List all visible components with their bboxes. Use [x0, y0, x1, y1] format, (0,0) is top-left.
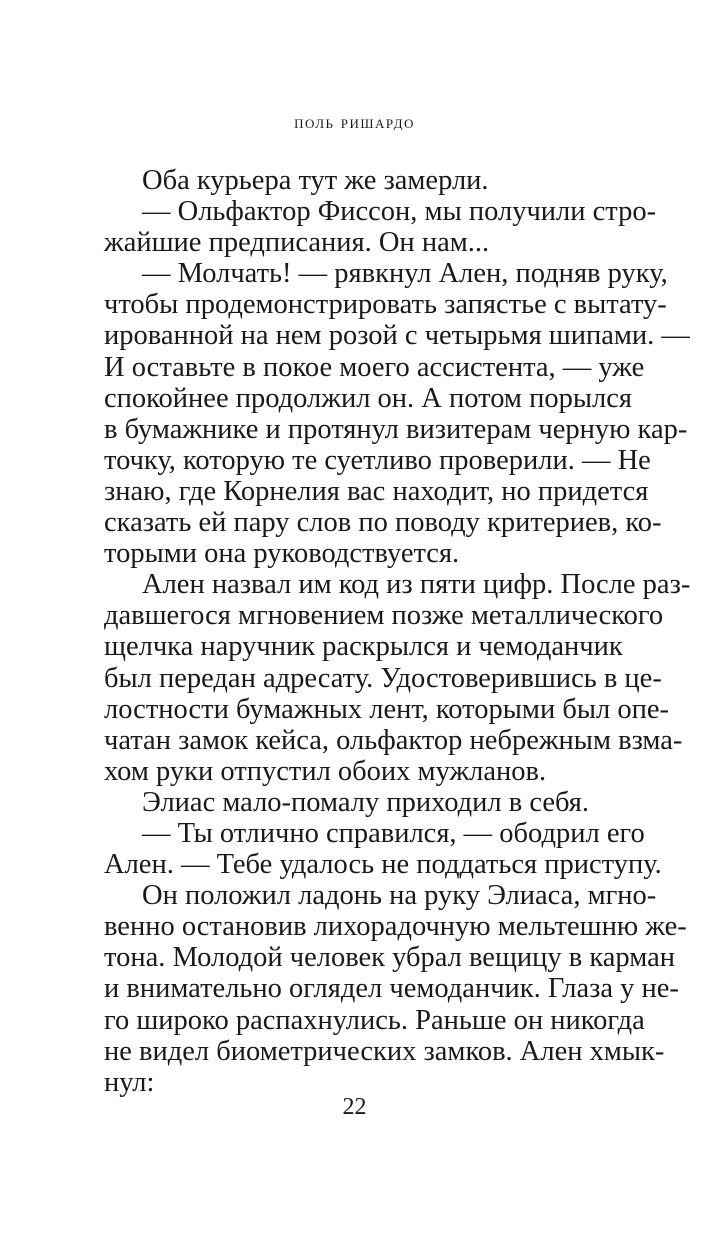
text-line: Оба курьера тут же замерли.: [142, 165, 489, 196]
text-line: — Ольфактор Фиссон, мы получили стро-: [142, 196, 657, 228]
body-text: [104, 165, 691, 1098]
text-line: — Молчать! — рявкнул Ален, подняв руку,: [142, 258, 668, 290]
text-line: венно остановив лихорадочную мельтешню же-: [104, 911, 687, 943]
text-line: чатан замок кейса, ольфактор небрежным взма-: [104, 724, 683, 756]
text-line: жайшие предписания. Он нам...: [104, 227, 490, 259]
text-line: го широко распахнулись. Раньше он никогда: [104, 1004, 645, 1036]
text-line: — Ты отлично справился, — ободрил его: [142, 817, 645, 849]
text-line: чтобы продемонстрировать запястье с вытату-: [104, 289, 667, 321]
text-line: И оставьте в покое моего ассистента, — уже: [104, 351, 645, 383]
text-line: не видел биометрических замков. Ален хмык-: [104, 1035, 665, 1067]
text-line: спокойнее продолжил он. А потом порылся: [104, 382, 632, 414]
text-line: сказать ей пару слов по поводу критериев, ко-: [104, 507, 662, 539]
text-line: тона. Молодой человек убрал вещицу в карман: [104, 942, 675, 974]
text-line: Элиас мало-помалу приходил в себя.: [142, 786, 590, 818]
text-line: лостности бумажных лент, которыми был опе-: [104, 693, 669, 725]
text-line: щелчка наручник раскрылся и чемоданчик: [104, 631, 623, 663]
text-line: точку, которую те суетливо проверили. — Не: [104, 444, 651, 476]
text-line: был передан адресату. Удостоверившись в це-: [104, 662, 662, 694]
running-head: поль ришардо: [294, 112, 415, 133]
text-line: давшегося мгновением позже металлического: [104, 600, 664, 632]
text-line: нул:: [104, 1066, 155, 1098]
text-line: ированной на нем розой с четырьмя шипами. —: [104, 320, 690, 352]
text-line: торыми она руководствуется.: [104, 538, 460, 570]
text-line: Он положил ладонь на руку Элиаса, мгно-: [142, 880, 657, 912]
text-line: хом руки отпустил обоих мужланов.: [104, 755, 547, 787]
text-line: Ален назвал им код из пяти цифр. После раз-: [142, 569, 691, 601]
page-number: 22: [342, 1094, 367, 1120]
text-line: в бумажнике и протянул визитерам черную кар-: [104, 413, 688, 445]
text-line: знаю, где Корнелия вас находит, но придется: [104, 475, 649, 507]
text-line: и внимательно оглядел чемоданчик. Глаза у не-: [104, 973, 679, 1005]
text-line: Ален. — Тебе удалось не поддаться приступу.: [104, 849, 662, 881]
